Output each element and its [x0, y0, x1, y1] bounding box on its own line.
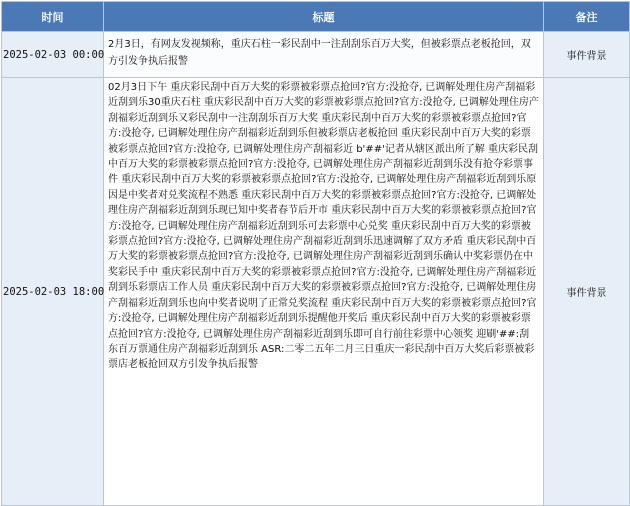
row-content-text: 02月3日下午 重庆彩民刮中百万大奖的彩票被彩票点抢回?官方:没抢夺, 已调解处理住房产刮福彩近刮到乐30重庆石柱 重庆彩民刮中百万大奖的彩票被彩票点抢回?官方:没抢夺, 已调解处理住房产刮福彩近刮到乐又彩民刮中一注刮刮乐百万大奖 重庆彩民刮中百万大奖的彩票被彩票点抢回?官方:没抢夺, 已调解处理住房产刮福彩近刮到乐但被彩票店老板抢回 重庆彩民刮中百万大奖的彩票被彩票点抢回?官方:没抢夺, 已调解处理住房产刮福彩近 b'##'记者从辖区派出所了解 重庆彩民刮中百万大奖的彩票被彩票点抢回?官方:没抢夺, 已调解处理住房产刮福彩近刮到乐没有抢夺彩票事件 重庆彩民刮中百万大奖的彩票被彩票点抢回?官方:没抢夺, 已调解处理住房产刮福彩近刮到乐原因是中奖者对兑奖流程不熟悉 重庆彩民刮中百万大奖的彩票被彩票点抢回?官方:没抢夺, 已调解处理住房产刮福彩近刮到乐现已知中奖者春节后开市 重庆彩民刮中百万大奖的彩票被彩票点抢回?官方:没抢夺, 已调解处理住房产刮福彩近刮到乐可去彩票中心兑奖 重庆彩民刮中百万大奖的彩票被彩票点抢回?官方:没抢夺, 已调解处理住房产刮福彩近刮到乐迅速调解了双方矛盾 重庆彩民刮中百万大奖的彩票被彩票点抢回?官方:没抢夺, 已调解处理住房产刮福彩近刮到乐确认中奖彩票仍在中奖彩民手中 重庆彩民刮中百万大奖的彩票被彩票点抢回?官方:没抢夺, 已调解处理住房产刮福彩近刮到乐彩票店工作人员 重庆彩民刮中百万大奖的彩票被彩票点抢回?官方:没抢夺, 已调解处理住房产刮福彩近刮到乐也向中奖者说明了正常兑奖流程 重庆彩民刮中百万大奖的彩票被彩票点抢回?官方:没抢夺, 已调解处理住房产刮福彩近刮到乐提醒他开奖后 重庆彩民刮中百万大奖的彩票被彩票点抢回?官方:没抢夺, 已调解处理住房产刮福彩近刮到乐即可自行前往彩票中心领奖 迎刷'##:刮东百万票通住房产刮福彩近刮到乐 ASR:二零二五年二月三日重庆一彩民刮中百万大奖后彩票被彩票店老板抢回双方引发争执后报警: [108, 82, 539, 371]
row-content: [104, 78, 544, 506]
row-time: 2025-02-03 18:00: [2, 78, 104, 506]
row-note: 事件背景: [544, 32, 630, 78]
events-table: [1, 1, 630, 506]
header-note: 备注: [544, 2, 630, 32]
header-title: 标题: [104, 2, 544, 32]
table-header-row: [2, 2, 630, 32]
table-row: [2, 78, 630, 506]
row-time: 2025-02-03 00:00: [2, 32, 104, 78]
row-content: [104, 32, 544, 78]
row-note: 事件背景: [544, 78, 630, 506]
row-content-text: 2月3日，有网友发视频称，重庆石柱一彩民刮中一注刮刮乐百万大奖，但被彩票点老板抢回，双方引发争执后报警: [108, 39, 531, 67]
table-row: [2, 32, 630, 78]
header-time: 时间: [2, 2, 104, 32]
